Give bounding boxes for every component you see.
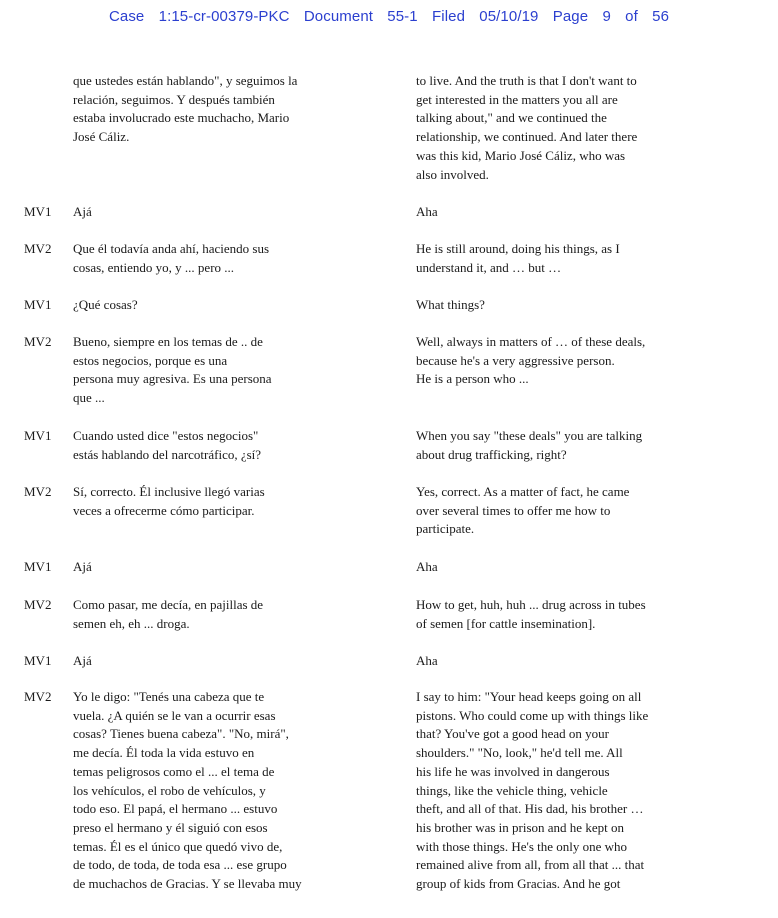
english-text-line: group of kids from Gracias. And he got xyxy=(416,876,621,891)
speaker-label: MV2 xyxy=(24,597,52,612)
english-text-line: Well, always in matters of … of these deals, xyxy=(416,334,646,349)
spanish-text-line: todo eso. El papá, el hermano ... estuvo xyxy=(73,801,278,817)
english-text-line: How to get, huh, huh ... drug across in tubes xyxy=(416,597,646,612)
speaker-label: MV1 xyxy=(24,297,52,312)
spanish-text-line: Cuando usted dice "estos negocios" xyxy=(73,428,259,443)
english-text-line: Aha xyxy=(416,559,438,574)
spanish-text-line: estaba involucrado este muchacho, Mario xyxy=(73,110,290,126)
english-text-line: was this kid, Mario José Cáliz, who was xyxy=(416,147,626,163)
spanish-text-line: Ajá xyxy=(73,204,92,219)
spanish-text-line: que ... xyxy=(73,390,105,406)
english-text-line: also involved. xyxy=(416,166,489,182)
spanish-text-line: persona muy agresiva. Es una persona xyxy=(73,371,272,387)
filed-date: Filed 05/10/19 xyxy=(432,8,539,25)
english-text-line: I say to him: "Your head keeps going on all xyxy=(416,689,642,704)
case-number: Case 1:15-cr-00379-PKC xyxy=(108,8,290,25)
spanish-text-line: que ustedes están hablando", y seguimos la xyxy=(73,73,298,88)
speaker-label: MV2 xyxy=(24,484,52,499)
spanish-text-line: Como pasar, me decía, en pajillas de xyxy=(73,597,264,612)
spanish-text-line: los vehículos, el robo de vehículos, y xyxy=(73,782,266,798)
spanish-text-line: Sí, correcto. Él inclusive llegó varias xyxy=(73,484,265,499)
page-number: Page 9 of 56 xyxy=(552,8,670,25)
english-text-line: participate. xyxy=(416,521,475,537)
spanish-text-line: estás hablando del narcotráfico, ¿sí? xyxy=(73,446,262,462)
english-text-line: pistons. Who could come up with things like xyxy=(416,707,649,723)
speaker-label: MV2 xyxy=(24,241,52,256)
english-text-line: his brother was in prison and he kept on xyxy=(416,819,624,835)
spanish-text-line: estos negocios, porque es una xyxy=(73,352,228,368)
spanish-text-line: Yo le digo: "Tenés una cabeza que te xyxy=(73,689,265,704)
spanish-text-line: Bueno, siempre en los temas de .. de xyxy=(73,334,263,349)
english-text-line: talking about," and we continued the xyxy=(416,110,607,126)
english-text-line: understand it, and … but … xyxy=(416,259,562,275)
english-text-line: things, like the vehicle thing, vehicle xyxy=(416,782,608,798)
spanish-text-line: cosas, entiendo yo, y ... pero ... xyxy=(73,259,235,275)
spanish-text-line: temas peligrosos como el ... el tema de xyxy=(73,763,275,779)
speaker-label: MV1 xyxy=(24,428,52,443)
english-text-line: Yes, correct. As a matter of fact, he came xyxy=(416,484,630,499)
english-text-line: over several times to offer me how to xyxy=(416,502,611,518)
spanish-text-line: semen eh, eh ... droga. xyxy=(73,615,190,631)
spanish-text-line: temas. Él es el único que quedó vivo de, xyxy=(73,838,283,854)
english-text-line: What things? xyxy=(416,297,485,312)
spanish-text-line: cosas? Tienes buena cabeza". "No, mirá", xyxy=(73,726,289,742)
english-text-line: When you say "these deals" you are talking xyxy=(416,428,643,443)
spanish-text-line: ¿Qué cosas? xyxy=(73,297,138,312)
spanish-text-line: de todo, de toda, de toda esa ... ese grupo xyxy=(73,857,287,873)
spanish-text-line: vuela. ¿A quién se le van a ocurrir esas xyxy=(73,707,276,723)
spanish-text-line: veces a ofrecerme cómo participar. xyxy=(73,502,255,518)
english-text-line: relationship, we continued. And later there xyxy=(416,129,638,145)
english-text-line: He is a person who ... xyxy=(416,371,529,387)
spanish-text-line: preso el hermano y él siguió con esos xyxy=(73,819,268,835)
english-text-line: with those things. He's the only one who xyxy=(416,838,628,854)
english-text-line: shoulders." "No, look," he'd tell me. All xyxy=(416,745,623,761)
spanish-text-line: Que él todavía anda ahí, haciendo sus xyxy=(73,241,270,256)
english-text-line: get interested in the matters you all are xyxy=(416,91,618,107)
speaker-label: MV1 xyxy=(24,653,52,668)
spanish-text-line: me decía. Él toda la vida estuvo en xyxy=(73,745,255,761)
spanish-text-line: de muchachos de Gracias. Y se llevaba muy xyxy=(73,876,302,891)
spanish-text-line: José Cáliz. xyxy=(73,129,130,145)
document-number: Document 55-1 xyxy=(303,8,418,25)
english-text-line: remained alive from all, from all that ... that xyxy=(416,857,645,873)
spanish-text-line: Ajá xyxy=(73,653,92,668)
spanish-text-line: Ajá xyxy=(73,559,92,574)
speaker-label: MV2 xyxy=(24,334,52,349)
speaker-label: MV1 xyxy=(24,204,52,219)
english-text-line: of semen [for cattle insemination]. xyxy=(416,615,596,631)
english-text-line: Aha xyxy=(416,204,438,219)
speaker-label: MV2 xyxy=(24,689,52,704)
spanish-text-line: relación, seguimos. Y después también xyxy=(73,91,275,107)
english-text-line: to live. And the truth is that I don't want to xyxy=(416,73,637,88)
english-text-line: theft, and all of that. His dad, his brother … xyxy=(416,801,644,817)
english-text-line: about drug trafficking, right? xyxy=(416,446,567,462)
english-text-line: that? You've got a good head on your xyxy=(416,726,609,742)
english-text-line: He is still around, doing his things, as I xyxy=(416,241,620,256)
english-text-line: because he's a very aggressive person. xyxy=(416,352,615,368)
english-text-line: Aha xyxy=(416,653,438,668)
speaker-label: MV1 xyxy=(24,559,52,574)
english-text-line: his life he was involved in dangerous xyxy=(416,763,610,779)
